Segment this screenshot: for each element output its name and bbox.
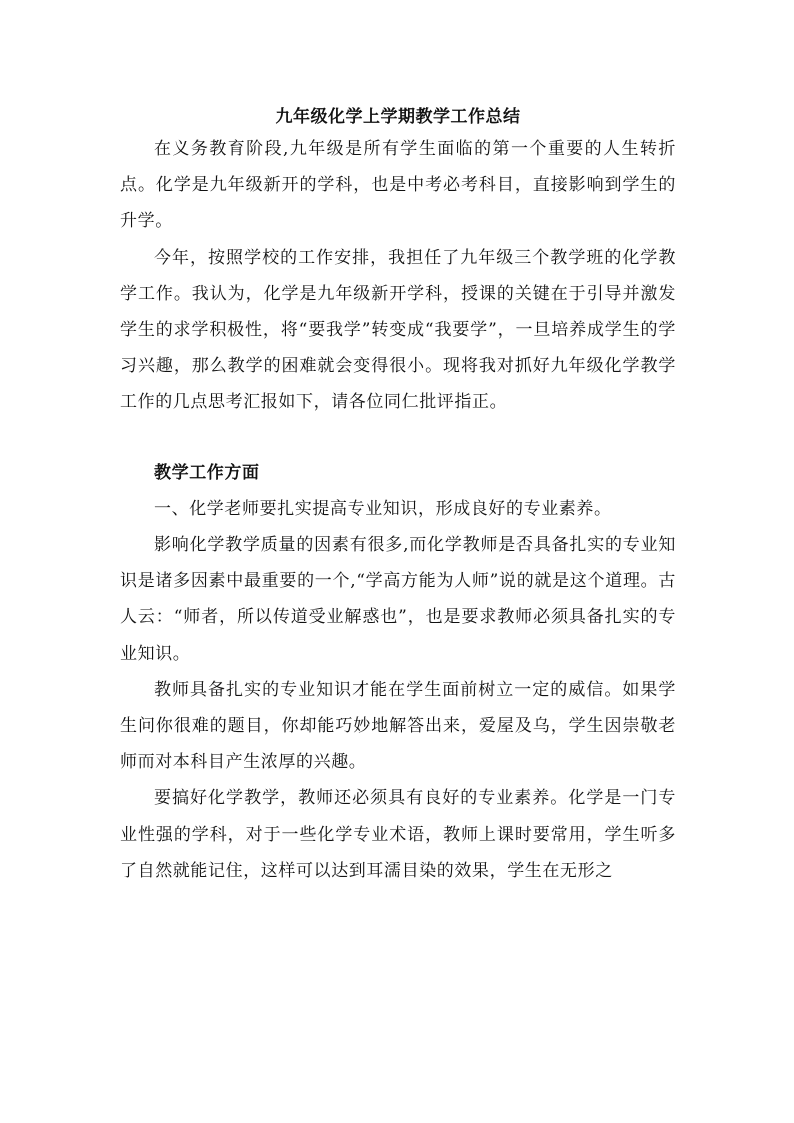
section-paragraph-1: 一、化学老师要扎实提高专业知识，形成良好的专业素养。 — [154, 498, 612, 519]
paragraph-spacer — [120, 421, 676, 455]
document-body — [120, 103, 676, 889]
section-paragraph-2: 影响化学教学质量的因素有很多,而化学教师是否具备扎实的专业知识是诸多因素中最重要的一个,“学高方能为人师”说的就是这个道理。古人云：“师者，所以传道受业解惑也”，也是要求教师必须具备扎实的专业知识。 — [120, 535, 676, 664]
section-paragraph-4: 要搞好化学教学，教师还必须具有良好的专业素养。化学是一门专业性强的学科，对于一些化学专业术语，教师上课时要常用，学生听多了自然就能记住，这样可以达到耳濡目染的效果，学生在无形之 — [120, 788, 676, 881]
document-title: 九年级化学上学期教学工作总结 — [275, 107, 521, 127]
section-heading: 教学工作方面 — [154, 462, 260, 483]
intro-paragraph-1: 在义务教育阶段,九年级是所有学生面临的第一个重要的人生转折点。化学是九年级新开的学科，也是中考必考科目，直接影响到学生的升学。 — [120, 139, 676, 232]
intro-paragraph-2: 今年，按照学校的工作安排，我担任了九年级三个教学班的化学教学工作。我认为，化学是九年级新开学科，授课的关键在于引导并激发学生的求学积极性，将“要我学”转变成“我要学”，一旦培养成学生的学习兴趣，那么教学的困难就会变得很小。现将我对抓好九年级化学教学工作的几点思考汇报如下，请各位同仁批评指正。 — [120, 247, 676, 413]
section-paragraph-3: 教师具备扎实的专业知识才能在学生面前树立一定的威信。如果学生问你很难的题目，你却能巧妙地解答出来，爱屋及乌，学生因崇敬老师而对本科目产生浓厚的兴趣。 — [120, 679, 676, 773]
